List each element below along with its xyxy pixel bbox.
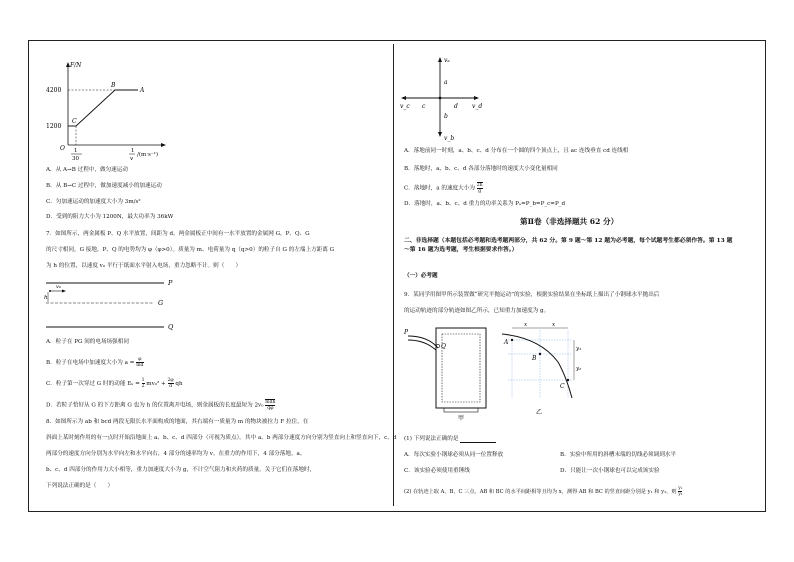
q7-option-b-denominator: md: [136, 363, 144, 368]
q7-line-2: 的尺寸相同，G 接地，P、Q 的电势均为 φ（φ>0）。质量为 m、电荷量为 q（q>0）的粒子自 G 的左端上方距离 G: [46, 247, 335, 253]
y-axis-label: F/N: [70, 62, 82, 69]
q9-line-1: 9．某同学用图甲所示装置做“研究平抛运动”的实验，根据实验结果在坐标纸上描出了小钢球水平抛出后: [404, 292, 660, 298]
plate-q-label: Q: [168, 323, 174, 331]
force-velocity-graph: [38, 55, 208, 160]
q7-plate-figure: [44, 277, 184, 337]
q8-option-d: D．落地时，a、b、c、d 重力的功率关系为 Pₐ=P_b=P_c=P_d: [404, 201, 566, 207]
x-tick-numerator: 1: [74, 148, 78, 154]
q8-option-c-denominator: g: [478, 189, 482, 194]
point-a-label: A: [140, 87, 145, 94]
q8-option-c: [404, 182, 483, 194]
vb-label: v_b: [444, 135, 455, 142]
origin-label: O: [60, 145, 65, 152]
velocity-v0-label: v₀: [56, 284, 61, 290]
q9-sub-question-1: [404, 436, 496, 443]
section2-heading: 二、非选择题（本题包括必考题和选考题两部分，共 62 分。第 9 题～第 12 题为必考题，每个试题考生都必须作答。第 13 题～第 16 题为选考题，考生根据要求作答。）: [404, 238, 733, 253]
height-h-label: h: [44, 295, 48, 301]
b-label: b: [444, 113, 448, 120]
q8-line-2: 斜面上某时刻作用的有一点时开始沿地面上 a、b、c、d 四部分（可视为质点）。其中 a、b 两部分速度方向分别为竖直向上和竖直向下，c、d: [46, 435, 397, 441]
velocity-cross-diagram: [400, 52, 483, 142]
fig-caption-left: 甲: [458, 415, 465, 422]
d-label: d: [454, 103, 458, 110]
q7-line-1: 7．如图所示，两金属板 P、Q 水平放置，间距为 d。两金属板正中间有一水平放置的金属网 G，P、Q、G: [46, 231, 310, 237]
section2-subheading: （一）必考题: [404, 273, 438, 279]
q9-option-a: A．每次实验小钢球必须从同一位置释放: [404, 452, 504, 458]
q9-sub-question-2: [404, 486, 682, 497]
q9-trajectory-figure: [500, 322, 610, 422]
q9-sub-question-2-text: (2) 在轨迹上取 A、B、C 三点，AB 和 BC 的水平间距相等且均为 x，测得 AB 和 BC 的竖直间距分别是 y₁ 和 y₂，则: [404, 489, 677, 495]
q7-option-a: A．粒子在 PG 间的电场场强相同: [46, 339, 129, 345]
q9-line-2: 的运动轨迹的部分轨迹如图乙所示，已知重力加速度为 g。: [404, 308, 550, 314]
q7-option-b-text: B．粒子在电场中加速度大小为 a =: [46, 360, 135, 366]
q6-option-a: A．从 A→B 过程中，做匀速运动: [46, 167, 128, 173]
q-label: Q: [441, 343, 446, 350]
x-label-2: x: [552, 322, 556, 328]
q9-apparatus-figure: [404, 322, 494, 422]
point-b-label: B: [532, 355, 537, 362]
q7-option-d-sqrt: mdh: [265, 400, 276, 405]
x-axis-unit: /(m·s⁻¹): [137, 152, 159, 158]
va-label: vₐ: [444, 57, 450, 64]
q9-option-b: B．实验中所用的斜槽末端的切线必须调到水平: [560, 452, 676, 458]
answer-blank[interactable]: [460, 436, 496, 443]
q9-option-c: C．该实验必须使用重锤线: [404, 468, 470, 474]
q7-option-c-mid: mv₀² +: [146, 381, 168, 387]
q8-option-c-sqrt: 2h: [476, 183, 483, 188]
q9-sub-question-1-text: (1) 下列说法正确的是: [404, 436, 459, 442]
x-tick-denominator: 30: [72, 156, 79, 162]
q7-option-c: C．粒子第一次穿过 G 时的动能 Eₖ = $\frac{1}{2}$ mv₀² + $\frac{2\varphi}{d}$ qh: [46, 378, 183, 389]
q9-option-d: D．只能让一次小钢球也可以完成该实验: [560, 468, 660, 474]
q7-option-d-text: D．若粒子恰好从 G 的下方距离 G 也为 h 的位置离开电场，则金属板的长度最短为 2v₀: [46, 402, 264, 409]
point-a-label: A: [504, 339, 509, 346]
q7-line-3: 为 h 的位置，以速度 v₀ 平行于纸面水平射入电场，重力忽略不计。则（ ）: [46, 263, 242, 269]
q8-line-3: 两部分的速度方向分别为水平向左和水平向右，4 部分的速率均为 v。在重力的作用下，4 部分落地。a、: [46, 451, 306, 457]
y-tick-high: 4200: [46, 87, 62, 94]
q7-option-d-denominator: qφ: [267, 406, 274, 411]
fig-caption-right: 乙: [536, 409, 543, 416]
q6-option-d: D．受到的阻力大小为 1200N，最大功率为 36kW: [46, 214, 174, 220]
c-label: c: [422, 103, 426, 110]
p-label: P: [404, 329, 409, 336]
ratio-numerator: y₁: [678, 486, 683, 491]
plate-p-label: P: [168, 279, 173, 287]
point-c-label: C: [72, 118, 77, 125]
q6-option-b: B．从 B→C 过程中，做加速度减小的加速运动: [46, 183, 162, 189]
a-label: a: [444, 79, 448, 86]
point-b-label: B: [111, 82, 116, 89]
q7-option-b-numerator: φ: [136, 357, 143, 363]
q8-option-b: B．落地时，a、b、c、d 各部分落地时的速度大小变化量相同: [404, 166, 558, 172]
q6-option-c: C．匀加速运动的加速度大小为 3m/s²: [46, 199, 141, 205]
q7-option-c-text: C．粒子第一次穿过 G 时的动能 Eₖ =: [46, 381, 140, 387]
q8-option-c-text: C．落地时，a 的速度大小为: [404, 185, 475, 192]
q7-option-b: [46, 357, 144, 368]
ratio-denominator: y₂: [678, 492, 683, 497]
q7-option-d: [46, 399, 275, 411]
x-axis-denominator: v: [130, 156, 134, 162]
vd-label: v_d: [472, 103, 483, 110]
y1-label: y₁: [576, 346, 582, 352]
part2-title: 第Ⅱ卷（非选择题共 62 分）: [520, 217, 619, 226]
point-c-label: C: [560, 383, 565, 390]
y-tick-low: 1200: [46, 123, 62, 130]
y2-label: y₂: [576, 366, 582, 372]
x-axis-numerator: 1: [131, 148, 135, 154]
q8-line-5: 下列说法正确的是（ ）: [46, 483, 114, 489]
vc-label: v_c: [400, 103, 410, 110]
q8-line-1: 8．如图所示为 ab 和 bcd 两段无限长水平面构成的地面，其右端有一质量为 m 的物块被拉力 F 拉住，在: [46, 419, 309, 425]
q8-option-a: A．落地前同一时刻，a、b、c、d 分布在一个圆的四个顶点上，且 ac 连线垂直 cd 连线相: [404, 148, 629, 154]
grid-g-label: G: [158, 299, 164, 307]
x-label-1: x: [524, 322, 528, 328]
q7-option-c-tail: qh: [175, 381, 183, 387]
q8-line-4: b、c、d 四部分的作用力大小相等，重力加速度大小为 g，不计空气阻力和火药的质量。关于它们在落地时，: [46, 467, 316, 473]
